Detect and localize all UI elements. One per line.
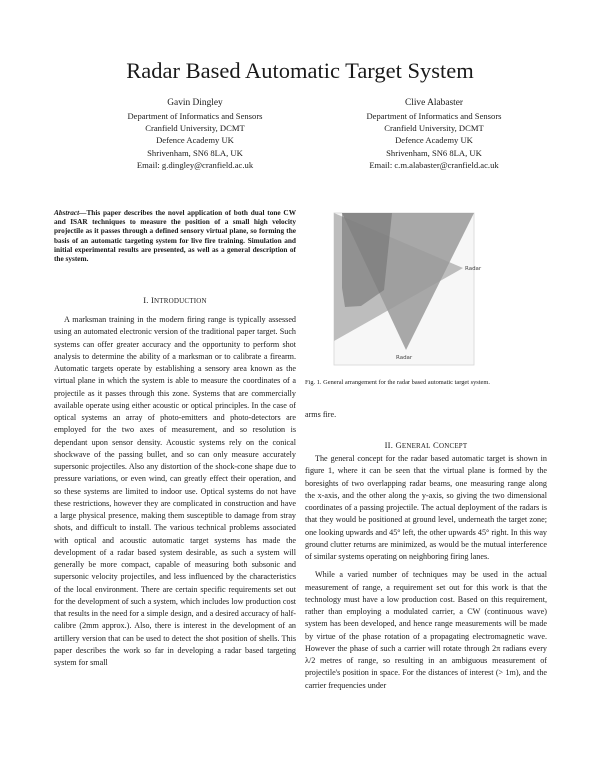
abstract <box>54 208 296 263</box>
section-title-initial: C <box>433 440 439 450</box>
section-number: II. <box>384 440 394 450</box>
author-university: Cranfield University, DCMT <box>384 123 484 134</box>
author-email: Email: c.m.alabaster@cranfield.ac.uk <box>369 159 499 170</box>
section-heading-introduction <box>54 295 296 305</box>
author-academy: Defence Academy UK <box>395 135 473 146</box>
figure-radar-arrangement <box>334 213 482 365</box>
author-email: Email: g.dingley@cranfield.ac.uk <box>136 159 254 170</box>
radar-label-bottom: Radar <box>396 355 413 361</box>
introduction-continued: arms fire. <box>305 410 337 419</box>
paper-title: Radar Based Automatic Target System <box>126 58 474 83</box>
section-title-initial: G <box>395 440 402 450</box>
radar-label-right: Radar <box>465 266 482 272</box>
author-location: Shrivenham, SN6 8LA, UK <box>147 147 243 158</box>
abstract-dash: — <box>79 208 87 217</box>
general-concept-body <box>305 453 547 692</box>
paragraph: The general concept for the radar based automatic target is shown in figure 1, where it can be seen that the virtual plane is formed by the boresights of two overlapping radar beams, one measuring range along the x-axis, and the other along the y-axis, so giving the two dimensional coordinates of a passing projectile. The actual deployment of the radars is that they would be positioned at ground level, underneath the target zone; one looking upwards and 45° left, the other upwards 45° right. In this way ground clutter returns are minimized, as would be the mutual interference of similar systems operating on neighboring firing lanes. <box>305 454 547 561</box>
section-title-initial: I <box>150 295 155 305</box>
author-location: Shrivenham, SN6 8LA, UK <box>386 147 482 158</box>
author-department: Department of Informatics and Sensors <box>366 111 502 121</box>
author-academy: Defence Academy UK <box>156 135 234 146</box>
author-department: Department of Informatics and Sensors <box>127 111 263 121</box>
author-university: Cranfield University, DCMT <box>145 123 245 134</box>
author-block-1 <box>80 97 310 171</box>
section-heading-general-concept <box>305 440 547 450</box>
section-title-rest: ONCEPT <box>438 442 468 450</box>
paragraph: A marksman training in the modern firing range is typically assessed using an automated electronic version of the traditional paper target. Such systems can offer greater accuracy and the opportunity to perform shot analysis to determine the ability of a marksman or to calibrate a firearm. Automatic targets operate by establishing a sensory area known as the virtual plane in which the system is able to measure the coordinates of a projectile as it passes through this zone. Systems that are commercially available operate using either acoustic or optical principles. In the case of optical systems an array of photo-emitters and photo-detectors are employed for the two axes of measurement, and so resolution is dependant upon sensor density. Acoustic systems rely on the conical shockwave of the passing bullet, and so can only measure accurately supersonic projectiles. Also any distortion of the shock-cone shape due to pressure variations, or even wind, can greatly effect their operation, and so these systems are limited to indoor use. Optical systems do not have these restrictions, however they are complicated in construction and have a large physical presence, making them susceptible to damage from stray shots, and difficult to install. The various technical problems associated with optical and acoustic automatic target systems has made the development of a radar based system desirable, as such a system will generally be more compact, capable of measuring both subsonic and supersonic velocity projectiles, and less influenced by the characteristics of the local environment. There are certain specific requirements set out for the development of such a system, which includes low production cost that results in the need for a simple design, and a desired accuracy of half-calibre (2mm approx.). Also, there is interest in the development of an artillery version that can be used to detect the shot position of shells. This paper describes the work so far in developing a radar based targeting system for small <box>54 315 296 667</box>
author-name: Gavin Dingley <box>167 98 223 108</box>
abstract-lead: Abstract <box>54 208 80 217</box>
abstract-text: This paper describes the novel application of both dual tone CW and ISAR techniques to measure the position of a small high velocity projectile as it passes through a defined sensory virtual plane, so forming the basis of an automatic targeting system for live fire training. Simulation and initial experimental results are presented, as well as a general description of the system. <box>54 208 296 264</box>
introduction-body <box>54 314 296 669</box>
figure-caption: Fig. 1. General arrangement for the radar based automatic target system. <box>305 379 490 386</box>
section-title-rest: NTRODUCTION <box>154 297 207 305</box>
author-name: Clive Alabaster <box>404 98 464 108</box>
paragraph: While a varied number of techniques may be used in the actual measurement of range, a requirement set out for this work is that the technology must have a low production cost. Based on this requirement, rather than employing a modulated carrier, a CW (continuous wave) system has been developed, and hence range measurements will be made by virtue of the phase rotation of a propagating electromagnetic wave. However the phase of such a carrier will rotate through 2π radians every λ/2 metres of range, so resulting in an ambiguous measurement of projectile's position in space. For the distances of interest (> 1m), and the carrier frequencies under <box>305 570 547 690</box>
section-number: I. <box>143 295 149 305</box>
author-block-2 <box>319 97 549 171</box>
section-title-rest: ENERAL <box>401 442 431 450</box>
